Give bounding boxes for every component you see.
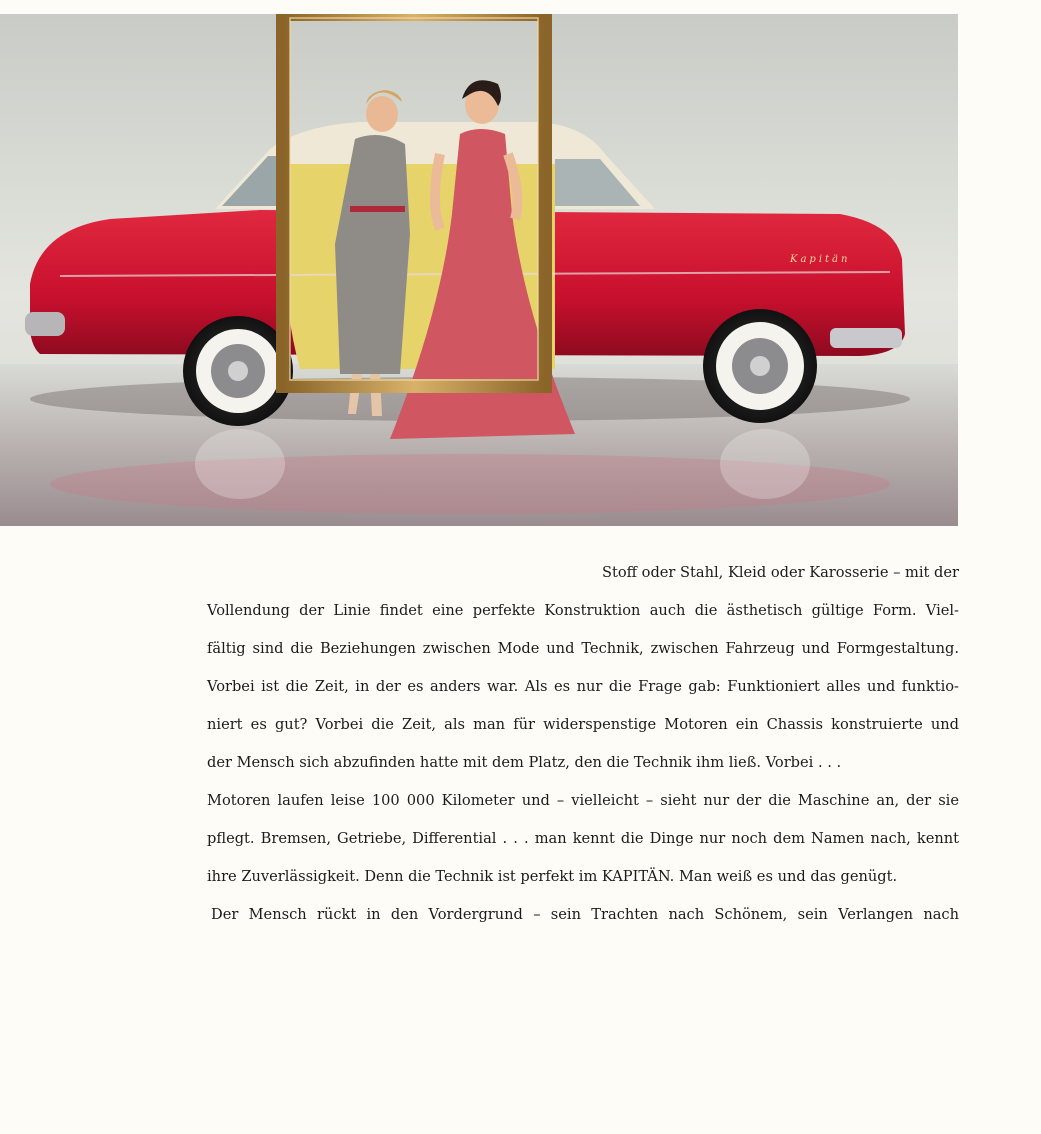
text-line-3: fältig sind die Beziehungen zwischen Mode und Technik, zwischen Fahrzeug und Formgestaltung. [207, 640, 959, 657]
text-line-7: Motoren laufen leise 100 000 Kilometer und – vielleicht – sieht nur der die Maschine an, der sie [207, 792, 959, 809]
text-line-5: niert es gut? Vorbei die Zeit, als man für widerspenstige Motoren ein Chassis konstruierte und [207, 716, 959, 733]
car-illustration [0, 14, 958, 526]
car-emblem: Kapitän [790, 254, 851, 265]
text-line-10: Der Mensch rückt in den Vordergrund – sein Trachten nach Schönem, sein Verlangen nach [211, 906, 959, 923]
text-line-1: Stoff oder Stahl, Kleid oder Karosserie – mit der [602, 564, 959, 581]
text-line-8: pflegt. Bremsen, Getriebe, Differential . . . man kennt die Dinge nur noch dem Namen nach, kennt [207, 830, 959, 847]
car-photo [0, 14, 958, 526]
text-line-6: der Mensch sich abzufinden hatte mit dem Platz, den die Technik ihm ließ. Vorbei . . . [207, 754, 842, 771]
text-line-2: Vollendung der Linie findet eine perfekte Konstruktion auch die ästhetisch gültige Form. Viel- [207, 602, 959, 619]
body-text [207, 560, 959, 940]
text-line-4: Vorbei ist die Zeit, in der es anders war. Als es nur die Frage gab: Funktioniert alles und funktio- [207, 678, 959, 695]
text-line-9: ihre Zuverlässigkeit. Denn die Technik ist perfekt im KAPITÄN. Man weiß es und das genügt. [207, 868, 898, 885]
